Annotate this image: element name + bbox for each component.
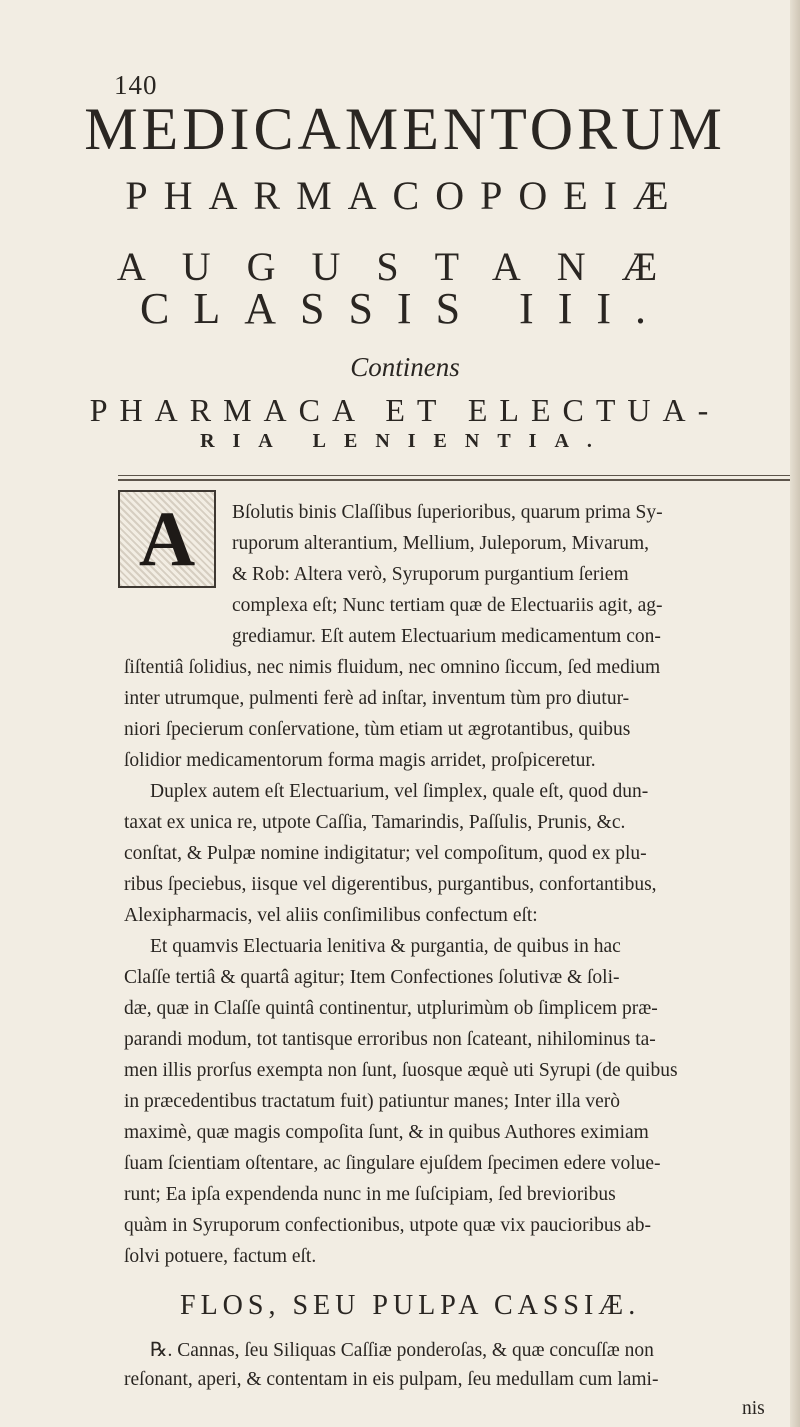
body-line: ſolidior medicamentorum forma magis arridet, proſpiceretur. [124,750,596,771]
initial-letter: A [138,495,196,582]
decorated-initial-letter [118,490,216,588]
body-line: taxat ex unica re, utpote Caſſia, Tamarindis, Paſſulis, Prunis, &c. [124,812,626,833]
body-line: ſuam ſcientiam oſtentare, ac ſingulare ejuſdem ſpecimen edere volue- [124,1153,661,1174]
title-line-6: PHARMACA ET ELECTUA- [89,392,721,428]
body-line: grediamur. Eſt autem Electuarium medicamentum con- [232,626,661,647]
recipe-line: reſonant, aperi, & contentam in eis pulpam, ſeu medullam cum lami- [124,1369,659,1390]
body-line: ſolvi potuere, factum eſt. [124,1246,317,1267]
body-line: inter utrumque, pulmenti ferè ad inſtar, inventum tùm pro diutur- [124,688,630,709]
body-line: complexa eſt; Nunc tertiam quæ de Electuariis agit, ag- [232,595,663,616]
catchword: nis [742,1398,765,1419]
page-number: 140 [114,70,158,100]
body-line: ribus ſpeciebus, iisque vel digerentibus, purgantibus, confortantibus, [124,874,657,895]
recipe-line: ℞. Cannas, ſeu Siliquas Caſſiæ ponderoſas, & quæ concuſſæ non [150,1340,654,1361]
body-line: in præcedentibus tractatum fuit) patiuntur manes; Inter illa verò [124,1091,621,1112]
body-line: Claſſe tertiâ & quartâ agitur; Item Confectiones ſolutivæ & ſoli- [124,967,620,988]
title-line-4: CLASSIS III. [139,284,671,333]
body-line: ſiſtentiâ ſolidius, nec nimis fluidum, nec omnino ſiccum, ſed medium [124,657,661,678]
body-line: Duplex autem eſt Electuarium, vel ſimplex, quale eſt, quod dun- [150,781,649,802]
body-line: conſtat, & Pulpæ nomine indigitatur; vel compoſitum, quod ex plu- [124,843,647,864]
body-line: ruporum alterantium, Mellium, Juleporum, Mivarum, [232,533,650,554]
title-line-1: MEDICAMENTORUM [84,96,726,162]
body-line: Bſolutis binis Claſſibus ſuperioribus, quarum prima Sy- [232,502,663,523]
body-line: runt; Ea ipſa expendenda nunc in me ſuſcipiam, ſed brevioribus [124,1184,616,1205]
body-line: parandi modum, tot tantisque erroribus non ſcateant, nihilominus ta- [124,1029,656,1050]
page-edge [790,0,800,1427]
divider-rule [118,475,790,476]
body-line: maximè, quæ magis compoſita ſunt, & in quibus Authores eximiam [124,1122,649,1143]
divider-rule [118,479,790,481]
title-line-7: RIA LENIENTIA. [200,430,610,452]
body-line: men illis prorſus exempta non ſunt, ſuosque æquè uti Syrupi (de quibus [124,1060,678,1081]
body-line: & Rob: Altera verò, Syruporum purgantium ſeriem [232,564,629,585]
body-line: dæ, quæ in Claſſe quintâ continentur, utplurimùm ob ſimplicem præ- [124,998,658,1019]
section-heading: FLOS, SEU PULPA CASSIÆ. [180,1290,641,1321]
body-line: niori ſpecierum conſervatione, tùm etiam ut ægrotantibus, quibus [124,719,631,740]
title-line-2: PHARMACOPOEIÆ [125,173,685,218]
body-line: quàm in Syruporum confectionibus, utpote quæ vix paucioribus ab- [124,1215,651,1236]
title-line-5: Continens [350,352,460,382]
body-line: Alexipharmacis, vel aliis conſimilibus confectum eſt: [124,905,538,926]
body-line: Et quamvis Electuaria lenitiva & purgantia, de quibus in hac [150,936,621,957]
title-line-3: AUGUSTANÆ [116,244,694,289]
